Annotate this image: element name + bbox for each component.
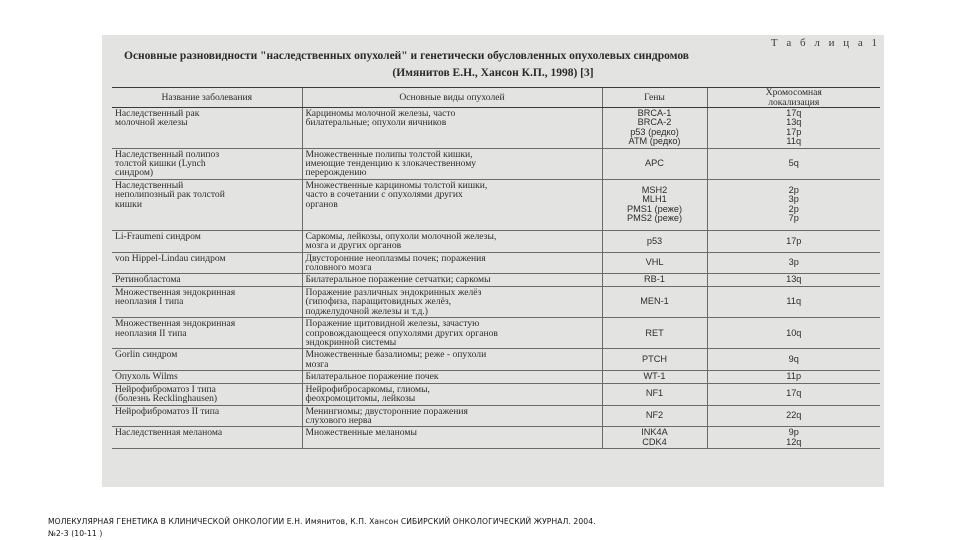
cell-line: (болезнь Recklinghausen) — [115, 393, 218, 405]
header-disease: Название заболевания — [112, 88, 302, 108]
cell-line: Множественная эндокринная — [115, 318, 236, 330]
tumors-cell — [302, 179, 602, 230]
cell-line: Двусторонние неоплазмы почек; поражения — [305, 252, 486, 264]
disease-cell — [112, 274, 302, 286]
loci-cell — [707, 427, 880, 449]
loci-cell — [707, 179, 880, 230]
tumors-cell — [302, 252, 602, 274]
tumors-cell — [302, 274, 602, 286]
cell-line: Наследственный — [115, 179, 184, 191]
genes-cell — [602, 318, 707, 349]
tumors-cell — [302, 405, 602, 427]
table-row — [112, 274, 880, 286]
cell-line: Множественные карциномы толстой кишки, — [305, 179, 488, 191]
cell-line: WT-1 — [643, 371, 666, 382]
cell-line: синдром) — [115, 167, 154, 179]
cell-line: молочной железы — [115, 117, 188, 129]
cell-line: неоплазия I типа — [115, 296, 184, 308]
cell-line: Наследственный рак — [115, 108, 200, 119]
tumors-cell — [302, 427, 602, 449]
table-row — [112, 148, 880, 179]
disease-cell — [112, 179, 302, 230]
cell-line: p53 (редко) — [630, 126, 679, 137]
table-row — [112, 427, 880, 449]
cell-line: головного мозга — [305, 262, 372, 274]
cell-line: билатеральные; опухоли яичников — [305, 117, 447, 129]
cell-line: Поражение щитовидной железы, зачастую — [305, 318, 480, 330]
cell-line: RB-1 — [644, 274, 665, 285]
cell-line: CDK4 — [642, 436, 667, 447]
cell-line: BRCA-1 — [637, 108, 672, 118]
table-header-row — [112, 88, 880, 108]
cell-line: p53 — [646, 235, 663, 246]
table-row — [112, 383, 880, 405]
table-row — [112, 349, 880, 371]
loci-cell — [707, 371, 880, 383]
cell-line: 13q — [786, 117, 802, 128]
cell-line: (гипофиза, паращитовидных желёз, — [305, 296, 452, 308]
disease-cell — [112, 383, 302, 405]
cell-line: Билатеральное поражение сетчатки; саркомы — [305, 274, 491, 286]
disease-cell — [112, 318, 302, 349]
cell-line: 12q — [786, 436, 802, 447]
cell-line: VHL — [645, 257, 664, 268]
loci-cell — [707, 349, 880, 371]
cell-line: Наследственный полипоз — [115, 148, 220, 160]
tumors-cell — [302, 371, 602, 383]
cell-line: кишки — [115, 198, 142, 210]
cell-line: Наследственная меланома — [115, 427, 223, 439]
cell-line: 3p — [788, 194, 799, 205]
loci-cell — [707, 286, 880, 317]
tumors-cell — [302, 148, 602, 179]
cell-line: 11q — [786, 296, 802, 307]
cell-line: 17q — [786, 108, 802, 118]
cell-line: RET — [645, 327, 664, 338]
cell-line: Множественные базалиомы; реже - опухоли — [305, 349, 487, 361]
cell-line: неоплазия II типа — [115, 327, 187, 339]
genes-cell — [602, 383, 707, 405]
cell-line: мозга и других органов — [305, 240, 402, 252]
header-tumor-types: Основные виды опухолей — [302, 88, 602, 108]
table-row — [112, 286, 880, 317]
cell-line: APC — [645, 158, 664, 169]
genes-cell — [602, 252, 707, 274]
genes-cell — [602, 371, 707, 383]
cell-line: Li-Fraumeni синдром — [115, 230, 201, 242]
cell-line: 7p — [788, 213, 799, 224]
genes-cell — [602, 148, 707, 179]
cell-line: 2p — [788, 203, 799, 214]
disease-cell — [112, 349, 302, 371]
cell-line: Gorlin синдром — [115, 349, 178, 361]
cell-line: INK4A — [641, 427, 668, 438]
cell-line: толстой кишки (Lynch — [115, 158, 206, 170]
loci-cell — [707, 274, 880, 286]
tumors-cell — [302, 349, 602, 371]
cell-line: 10q — [786, 327, 802, 338]
cell-line: перерождению — [305, 167, 367, 179]
cell-line: 17p — [786, 126, 802, 137]
cell-line: MLH1 — [642, 194, 667, 205]
cell-line: Множественные полипы толстой кишки, — [305, 148, 473, 160]
disease-cell — [112, 371, 302, 383]
cell-line: Ретинобластома — [115, 274, 181, 286]
cell-line: неполипозный рак толстой — [115, 189, 225, 201]
loci-cell — [707, 383, 880, 405]
cell-line: MEN-1 — [640, 296, 669, 307]
cell-line: эндокринной системы — [305, 336, 397, 348]
citation-line-2: №2-3 (10-11 ) — [48, 529, 103, 538]
disease-cell — [112, 252, 302, 274]
genes-cell — [602, 274, 707, 286]
cell-line: поджелудочной железы и т.д.) — [305, 305, 428, 317]
cell-line: 17p — [786, 235, 802, 246]
cell-line: Множественная эндокринная — [115, 286, 236, 298]
cell-line: часто в сочетании с опухолями других — [305, 189, 463, 201]
loci-cell — [707, 148, 880, 179]
genes-cell — [602, 405, 707, 427]
cell-line: 3p — [788, 257, 799, 268]
cell-line: 22q — [786, 410, 802, 421]
genes-cell — [602, 286, 707, 317]
cell-line: феохромоцитомы, лейкозы — [305, 393, 416, 405]
loci-cell — [707, 318, 880, 349]
cell-line: мозга — [305, 358, 329, 370]
table-row — [112, 405, 880, 427]
loci-cell — [707, 405, 880, 427]
cell-line: PMS2 (реже) — [626, 213, 683, 224]
genes-cell — [602, 230, 707, 252]
cell-line: NF1 — [645, 388, 664, 399]
cell-line: органов — [305, 198, 338, 210]
header-locus-line: локализация — [768, 96, 820, 108]
cell-line: 11q — [786, 136, 802, 147]
cell-line: слухового нерва — [305, 414, 372, 426]
cell-line: Поражение различных эндокринных желёз — [305, 286, 482, 298]
table-row — [112, 252, 880, 274]
table-body — [112, 108, 880, 449]
source-citation — [48, 516, 928, 540]
cell-line: Билатеральное поражение почек — [305, 371, 439, 383]
disease-cell — [112, 405, 302, 427]
cell-line: 17q — [786, 388, 802, 399]
header-chromosome-locus — [707, 88, 880, 108]
cell-line: Менингиомы; двусторонние поражения — [305, 405, 468, 417]
table-row — [112, 230, 880, 252]
cell-line: имеющие тенденцию к злокачественному — [305, 158, 477, 170]
cell-line: 9p — [788, 427, 799, 438]
tumors-cell — [302, 230, 602, 252]
table-row — [112, 371, 880, 383]
cell-line: MSH2 — [641, 185, 668, 196]
table-row — [112, 108, 880, 149]
cell-line: ATM (редко) — [628, 136, 681, 147]
disease-cell — [112, 427, 302, 449]
cell-line: 13q — [786, 274, 802, 285]
cell-line: PTCH — [641, 354, 667, 365]
citation-line-1: МОЛЕКУЛЯРНАЯ ГЕНЕТИКА В КЛИНИЧЕСКОЙ ОНКОЛОГИИ Е.Н. Имянитов, К.П. Хансон СИБИРСКИЙ ОНКОЛОГИЧЕСКИЙ ЖУРНАЛ. 2004. — [48, 517, 596, 526]
disease-cell — [112, 148, 302, 179]
cell-line: Нейрофиброматоз II типа — [115, 405, 220, 417]
cell-line: BRCA-2 — [637, 117, 672, 128]
loci-cell — [707, 108, 880, 149]
cell-line: 5q — [788, 158, 799, 169]
scanned-table-image — [102, 35, 884, 487]
cell-line: 9q — [788, 354, 799, 365]
loci-cell — [707, 230, 880, 252]
table-row — [112, 179, 880, 230]
tumors-cell — [302, 108, 602, 149]
cell-line: von Hippel-Lindau синдром — [115, 252, 226, 264]
disease-cell — [112, 108, 302, 149]
header-locus-line: Хромосомная — [765, 87, 822, 99]
cell-line: сопровождающееся опухолями других органов — [305, 327, 498, 339]
cell-line: NF2 — [645, 410, 664, 421]
table-title-source: (Имянитов Е.Н., Хансон К.П., 1998) [3] — [392, 67, 594, 79]
genes-cell — [602, 427, 707, 449]
cell-line: Саркомы, лейкозы, опухоли молочной железы, — [305, 230, 497, 242]
cell-line: Нейрофиброматоз I типа — [115, 383, 216, 395]
genes-cell — [602, 179, 707, 230]
cell-line: Опухоль Wilms — [115, 371, 178, 383]
cell-line: Карциномы молочной железы, часто — [305, 108, 456, 119]
cell-line: Нейрофибросаркомы, глиомы, — [305, 383, 430, 395]
cell-line: 2p — [788, 185, 799, 196]
tumors-cell — [302, 383, 602, 405]
cell-line: PMS1 (реже) — [626, 203, 683, 214]
disease-cell — [112, 230, 302, 252]
hereditary-tumors-table — [112, 87, 880, 449]
cell-line: 11p — [786, 371, 802, 382]
header-genes: Гены — [602, 88, 707, 108]
genes-cell — [602, 108, 707, 149]
tumors-cell — [302, 318, 602, 349]
loci-cell — [707, 252, 880, 274]
tumors-cell — [302, 286, 602, 317]
table-title: Основные разновидности "наследственных опухолей" и генетически обусловленных опухолевых синдромов — [124, 50, 690, 62]
cell-line: Множественные меланомы — [305, 427, 417, 439]
table-number-caption: Т а б л и ц а 1 — [770, 37, 880, 49]
disease-cell — [112, 286, 302, 317]
genes-cell — [602, 349, 707, 371]
table-row — [112, 318, 880, 349]
